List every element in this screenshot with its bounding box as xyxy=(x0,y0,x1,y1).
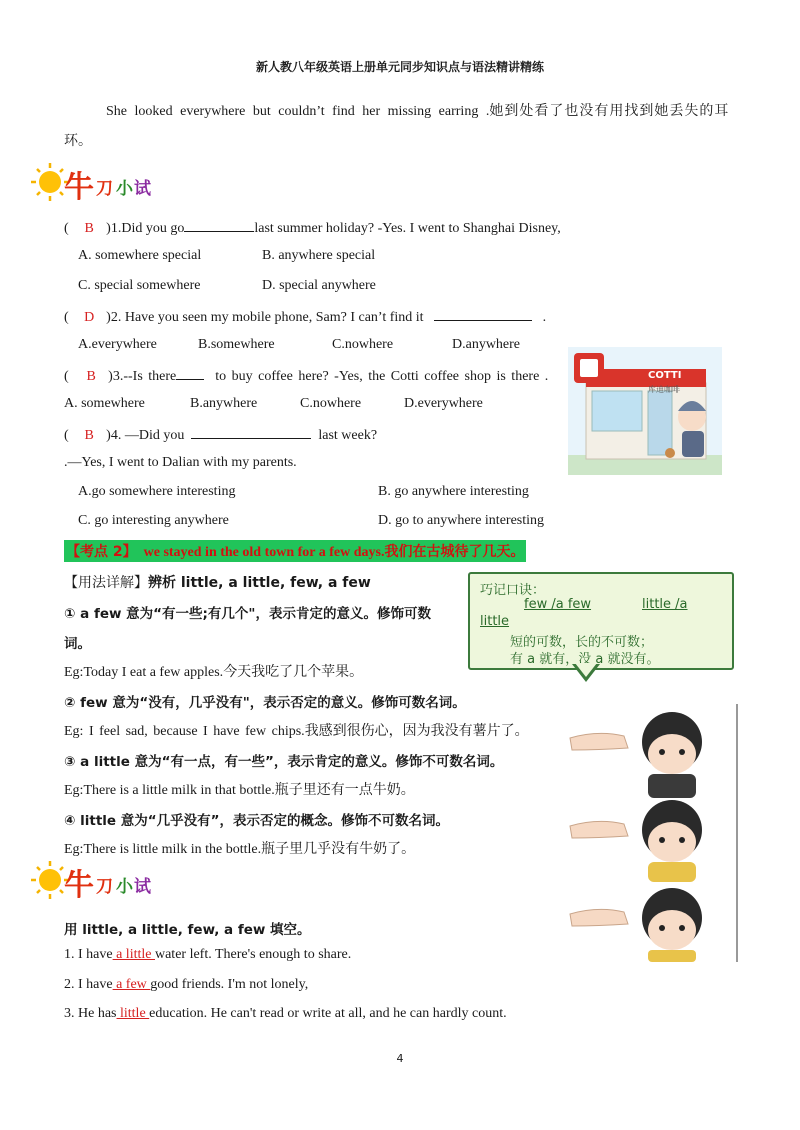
logo-big-char: 牛 xyxy=(64,868,94,903)
question-2-end: . xyxy=(542,310,547,325)
example-1 xyxy=(64,661,363,681)
blank-4 xyxy=(191,425,311,439)
fill-item-1 xyxy=(64,947,351,963)
blank-1 xyxy=(184,218,254,232)
example-2-zh: 我感到很伤心，因为我没有薯片了。 xyxy=(304,723,529,739)
option-3a: A. somewhere xyxy=(64,396,145,411)
example-3 xyxy=(64,779,415,799)
key-point-tag: 【考点 2】 xyxy=(66,544,137,560)
option-4b: B. go anywhere interesting xyxy=(378,484,529,499)
point-4: ④ little 意为“几乎没有”，表示否定的概念。修饰不可数名词。 xyxy=(64,813,450,829)
option-2d: D.anywhere xyxy=(452,337,521,352)
logo-char-2: 小 xyxy=(116,179,133,199)
fill-item-3 xyxy=(64,1006,507,1022)
point-1-cont: 词。 xyxy=(64,636,91,652)
mnemonic-line-1: 短的可数，长的不可数； xyxy=(510,635,654,650)
page-header: 新人教八年级英语上册单元同步知识点与语法精讲精练 xyxy=(255,60,544,74)
logo-char-2: 小 xyxy=(116,877,133,897)
key-point-banner xyxy=(64,540,526,562)
option-1a: A. somewhere special xyxy=(78,248,202,263)
option-1c: C. special somewhere xyxy=(78,278,201,293)
coffee-shop-illustration xyxy=(568,347,722,475)
fill-item-2 xyxy=(64,977,308,993)
question-4-text-end: last week? xyxy=(318,428,378,443)
fill-item-1-pre: 1. I have xyxy=(64,947,113,962)
logo-big-char: 牛 xyxy=(64,170,94,205)
mnemonic-line-2: 有 a 就有，没 a 就没有。 xyxy=(510,652,660,667)
question-4: ( B )4. —Did you last week? xyxy=(64,425,377,444)
answer-4: B xyxy=(84,428,94,443)
option-4c: C. go interesting anywhere xyxy=(78,513,229,528)
fill-answer-2: a few xyxy=(112,977,151,992)
usage-tag: 【用法详解】 xyxy=(64,575,148,591)
intro-sentence xyxy=(106,100,729,120)
option-3d: D.everywhere xyxy=(404,396,483,411)
question-3: ( B )3.--Is there to buy coffee here? -Yes, the Cotti coffee shop is there . xyxy=(64,366,548,385)
example-4 xyxy=(64,838,415,858)
shop-sign: COTTI xyxy=(648,370,682,381)
example-4-zh: 瓶子里几乎没有牛奶了。 xyxy=(261,841,416,857)
option-4d: D. go to anywhere interesting xyxy=(378,513,545,528)
example-3-zh: 瓶子里还有一点牛奶。 xyxy=(274,782,415,798)
question-1: ( B )1.Did you go last summer holiday? -Yes. I went to Shanghai Disney, xyxy=(64,218,561,237)
answer-2: D xyxy=(84,310,95,325)
answer-1: B xyxy=(84,221,94,236)
option-3c: C.nowhere xyxy=(300,396,362,411)
logo-char-3: 试 xyxy=(134,877,151,897)
example-2 xyxy=(64,720,529,740)
option-1d: D. special anywhere xyxy=(262,278,376,293)
question-3-text-end: to buy coffee here? -Yes, the Cotti coffee shop is there . xyxy=(215,369,549,384)
mnemonic-word-1: few /a few xyxy=(524,597,592,612)
key-point-english: we stayed in the old town for a few days. xyxy=(143,545,385,560)
fill-item-1-post: water left. There's enough to share. xyxy=(154,947,352,962)
point-2: ② few 意为“没有，几乎没有"，表示否定的意义。修饰可数名词。 xyxy=(64,695,466,711)
fill-instruction: 用 little, a little, few, a few 填空。 xyxy=(64,922,311,938)
question-1-text-end: last summer holiday? -Yes. I went to Shanghai Disney, xyxy=(254,221,561,236)
example-3-en: Eg:There is a little milk in that bottle. xyxy=(64,783,275,798)
section-logo xyxy=(30,160,180,209)
question-3-text: )3.--Is there xyxy=(108,369,177,384)
example-1-zh: 今天我吃了几个苹果。 xyxy=(223,664,364,680)
fill-item-2-pre: 2. I have xyxy=(64,977,113,992)
section-logo-2 xyxy=(30,858,180,907)
answer-3: B xyxy=(86,369,96,384)
option-2b: B.somewhere xyxy=(198,337,275,352)
fill-answer-1: a little xyxy=(112,947,155,962)
example-1-en: Eg:Today I eat a few apples. xyxy=(64,665,224,680)
cartoon-illustration xyxy=(568,702,740,964)
fill-answer-3: little xyxy=(116,1006,150,1021)
fill-item-3-pre: 3. He has xyxy=(64,1006,117,1021)
question-4-reply: .—Yes, I went to Dalian with my parents. xyxy=(64,455,297,470)
fill-item-3-post: education. He can't read or write at all, and he can hardly count. xyxy=(149,1006,507,1021)
page-number: 4 xyxy=(396,1052,404,1065)
question-1-text: )1.Did you go xyxy=(106,221,185,236)
question-4-text: )4. —Did you xyxy=(106,428,185,443)
option-2c: C.nowhere xyxy=(332,337,394,352)
blank-3 xyxy=(176,366,204,380)
intro-english: She looked everywhere but couldn’t find her missing earring . xyxy=(106,104,490,119)
option-4a: A.go somewhere interesting xyxy=(78,484,236,499)
logo-char-1: 刀 xyxy=(96,877,113,897)
example-2-en: Eg: I feel sad, because I have few chips. xyxy=(64,724,305,739)
logo-char-3: 试 xyxy=(134,179,151,199)
option-1b: B. anywhere special xyxy=(262,248,376,263)
question-2-text: )2. Have you seen my mobile phone, Sam? I can’t find it xyxy=(106,310,424,325)
mnemonic-box xyxy=(468,572,734,670)
logo-char-1: 刀 xyxy=(96,179,113,199)
point-1: ① a few 意为“有一些;有几个"，表示肯定的意义。修饰可数 xyxy=(64,606,431,622)
blank-2 xyxy=(434,307,532,321)
point-3: ③ a little 意为“有一点，有一些”，表示肯定的意义。修饰不可数名词。 xyxy=(64,754,504,770)
mnemonic-word-3: little xyxy=(480,614,510,629)
usage-heading xyxy=(64,572,371,592)
fill-item-2-post: good friends. I'm not lonely, xyxy=(150,977,309,992)
option-2a: A.everywhere xyxy=(78,337,157,352)
usage-title: 辨析 little, a little, few, a few xyxy=(148,575,371,591)
option-3b: B.anywhere xyxy=(190,396,258,411)
shop-sign-zh: 库迪咖啡 xyxy=(648,385,680,394)
intro-chinese-cont: 环。 xyxy=(64,133,92,149)
mnemonic-box-pointer-fill xyxy=(575,663,597,677)
mnemonic-word-2: little /a xyxy=(642,597,688,612)
mnemonic-title: 巧记口诀： xyxy=(480,583,546,598)
example-4-en: Eg:There is little milk in the bottle. xyxy=(64,842,262,857)
key-point-chinese: 我们在古城待了几天。 xyxy=(384,544,525,560)
question-2: ( D )2. Have you seen my mobile phone, Sam? I can’t find it . xyxy=(64,307,546,326)
intro-chinese: 她到处看了也没有用找到她丢失的耳 xyxy=(489,103,730,119)
